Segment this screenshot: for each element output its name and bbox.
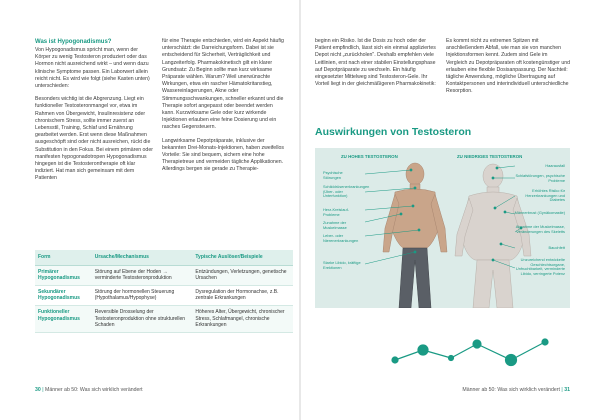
- table-cell-triggers: Höheres Alter, Übergewicht, chronischer Stress, Schlafmangel, chronische Erkrankungen: [192, 305, 293, 332]
- page-number-left: 30: [35, 387, 41, 393]
- hypogonadismus-heading: Was ist Hypogonadismus?: [35, 39, 112, 45]
- table-header-triggers: Typische Auslöser/Beispiele: [192, 250, 293, 265]
- col1-paragraph-1: Von Hypogonadismus spricht man, wenn der Körper zu wenig Testosteron produziert oder das Hormon nicht ausreichend wirkt – und wenn dazu klinische Symptome passen. Ein Laborwert allein reicht nicht. Es wird wie folgt (siehe Kasten unten) unterschieden:: [35, 47, 150, 90]
- table-row: [35, 285, 293, 305]
- label-high-4: Leber- oder Nierenerkrankungen: [323, 233, 359, 243]
- col3-paragraph-1: beginn ein Risiko. Ist die Dosis zu hoch oder der Patient empfindlich, lässt sich ein einmal appliziertes Depot nicht „zurückholen". Deshalb empfehlen viele Leitlinien, erst nach einer stabilen Einstellungsphase auf Depotpräparate zu wechseln. Ein häufig eingesetzter Mittelweg sind Testosteron-Gele. Ihr Vorteil liegt in der gleichmäßigeren Pharmakokinetik:: [315, 38, 436, 88]
- table-row: [35, 305, 293, 332]
- label-low-3: Männerbrust (Gynäkomastie): [514, 210, 565, 215]
- label-high-0: Psychische Störungen: [323, 170, 343, 180]
- right-column-2: [446, 38, 570, 96]
- table-cell-form: Primärer Hypogonadismus: [35, 265, 92, 285]
- right-column-1: [315, 38, 437, 88]
- label-low-2: Erhöhtes Risiko für Herzerkrankungen und Diabetes: [525, 188, 565, 203]
- table-cell-triggers: Dysregulation der Hormonachse, z.B. zentrale Erkrankungen: [192, 285, 293, 305]
- left-footer: 30 | Männer ab 50: Was sich wirklich verändert: [35, 387, 143, 393]
- table-cell-triggers: Entzündungen, Verletzungen, genetische Ursachen: [192, 265, 293, 285]
- label-high-5: Starke Libido, kräftige Erektionen: [323, 260, 361, 270]
- table-row: [35, 265, 293, 285]
- label-high-1: Schilddrüsenerkrankungen (Über- oder Unterfunktion): [323, 184, 370, 199]
- right-footer: Männer ab 50: Was sich wirklich verändert | 31: [462, 387, 570, 393]
- table-header-cause: Ursache/Mechanismus: [92, 250, 193, 265]
- label-low-5: Bauchfett: [548, 245, 565, 250]
- table-cell-form: Sekundärer Hypogonadismus: [35, 285, 92, 305]
- left-column-1: [35, 38, 153, 183]
- col2-paragraph-2: Langwirksame Depotpräparate, inklusive der bekannten Drei-Monats-Injektionen, haben zweifellos Vorteile: Sie sind bequem, sichern eine hohe Therapietreue und vermeiden tägliche Applikationen. Allerdings bergen sie gerade zu Therapie-: [162, 137, 284, 173]
- label-low-6: Unzureichend entwickelte Geschlechtsorgane, Unfruchtbarkeit, verminderte Libido, verringerte Potenz: [515, 257, 565, 276]
- label-low-4: Abnahme der Muskelmasse, Veränderungen des Skeletts: [515, 224, 565, 234]
- left-column-2: [162, 38, 284, 174]
- fit-man-figure: [383, 163, 447, 308]
- testosterone-effects-figure: [315, 148, 570, 308]
- figure-heading-high: ZU HOHES TESTOSTERON: [341, 154, 398, 159]
- table-header-row: [35, 250, 293, 265]
- col4-paragraph-1: Es kommt nicht zu extremen Spitzen mit anschließendem Abfall, wie man sie von manchen Injektionsformen kennt. Zudem sind Gele im Vergleich zu Depotpräparaten oft kostengünstiger und erlauben eine flexible Dosisanpassung. Der Nachteil: tägliche Anwendung, mögliche Übertragung auf Kontaktpersonen und interindividuell unterschiedliche Resorption.: [446, 38, 571, 95]
- page-gutter: [299, 0, 301, 420]
- hypogonadism-forms-table: [35, 250, 293, 333]
- table-header-form: Form: [35, 250, 92, 265]
- running-title-left: Männer ab 50: Was sich wirklich verändert: [45, 387, 143, 393]
- label-low-0: Haarausfall: [545, 163, 565, 168]
- running-title-right: Männer ab 50: Was sich wirklich verändert: [462, 387, 560, 393]
- col2-paragraph-1: für eine Therapie entschieden, wird ein Aspekt häufig unterschätzt: die Darreichungsform. Dabei ist sie entscheidend für Sicherheit, Verträglichkeit und Langzeiterfolg. Pharmakokinetisch gilt ein klarer Grundsatz: Zu Beginn sollte man kurz wirksame Präparate wählen. Warum? Weil unerwünschte Wirkungen, etwa ein rascher Hämatokritanstieg, Wassereinlagerungen, Akne oder Stimmungsschwankungen, schneller erkannt und die Therapie sofort angepasst oder beendet werden kann. Kurzwirksame Gele oder kurz wirkende Injektionen erlauben eine feine Dosierung und ein rasches Gegensteuern.: [162, 38, 284, 131]
- overweight-man-figure: [455, 164, 531, 308]
- figure-heading-low: ZU NIEDRIGES TESTOSTERON: [457, 154, 523, 159]
- label-low-1: Schlafstörungen, psychische Probleme: [515, 173, 565, 183]
- table-cell-cause: Reversible Drosselung der Testosteronproduktion ohne strukturellen Schaden: [92, 305, 193, 332]
- col1-paragraph-2: Besonders wichtig ist die Abgrenzung. Liegt ein funktioneller Testosteronmangel vor, etwa im Rahmen von Übergewicht, Insulinresistenz oder chronischem Stress, sollte immer zuerst an Lebensstil, Training, Schlaf und Ernährung gearbeitet werden. Erst wenn diese Maßnahmen ausgeschöpft sind oder nicht ausreichen, rückt die Substitution in den Fokus. Bei einem primären oder manifesten hypogonadotropen Hypogonadismus hingegen ist die Testosterontherapie oft klar indiziert. Hat man sich gemeinsam mit dem Patienten: [35, 96, 153, 182]
- label-high-2: Herz-Kreislauf-Probleme: [323, 207, 349, 217]
- table-cell-cause: Störung auf Ebene der Hoden → verminderte Testosteronproduktion: [92, 265, 193, 285]
- label-high-3: Zunahme der Muskelmasse: [323, 220, 347, 230]
- table-cell-cause: Störung der hormonellen Steuerung (Hypothalamus/Hypophyse): [92, 285, 193, 305]
- molecule-decoration: [385, 320, 565, 380]
- table-cell-form: Funktioneller Hypogonadismus: [35, 305, 92, 332]
- page-number-right: 31: [564, 387, 570, 393]
- section-title: Auswirkungen von Testosteron: [315, 126, 472, 138]
